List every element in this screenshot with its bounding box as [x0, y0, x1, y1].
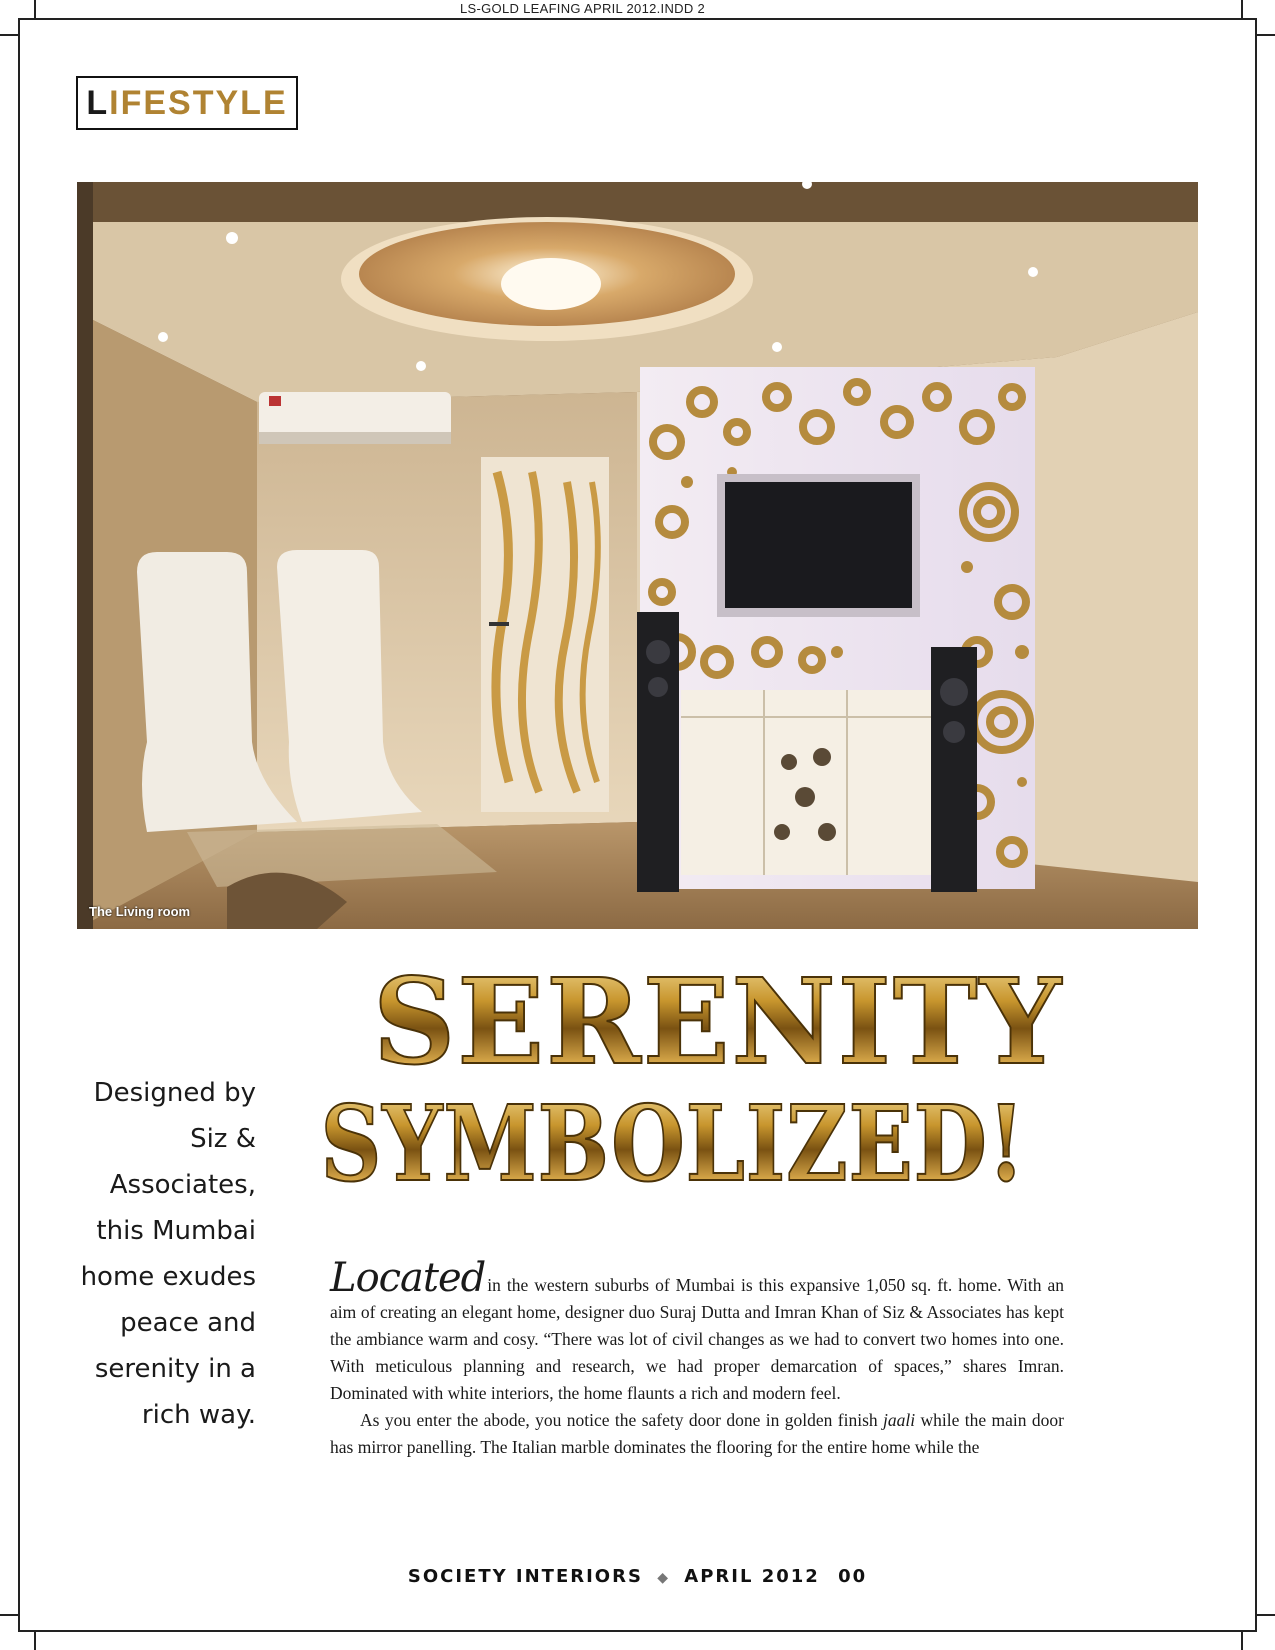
paragraph-text: in the western suburbs of Mumbai is this expansive 1,050 sq. ft. home. With an aim of creating an elegant home, designer duo Suraj Dutta and Imran Khan of Siz & Associates has kept the ambiance warm and cosy. “There was lot of civil changes as we had to convert two homes into one. With meticulous planning and research, we had proper demarcation of spaces,” shares Imran. Dominated with white interiors, the home flaunts a rich and modern feel. — [330, 1275, 1064, 1403]
crop-mark — [1241, 1632, 1243, 1650]
page-number: 00 — [838, 1566, 868, 1587]
section-label — [76, 76, 298, 130]
pull-quote: Designed by Siz & Associates, this Mumbai home exudes peace and serenity in a rich way. — [80, 1078, 256, 1430]
magazine-name: SOCIETY INTERIORS — [407, 1566, 643, 1587]
crop-mark — [1257, 34, 1275, 36]
crop-mark — [0, 34, 18, 36]
section-label-rest: IFESTYLE — [109, 83, 288, 122]
paragraph — [330, 1255, 1064, 1407]
crop-mark — [0, 1614, 18, 1616]
crop-mark — [34, 1632, 36, 1650]
headline — [318, 935, 1098, 1235]
headline-line1: SERENITY — [373, 952, 1063, 1091]
page-footer — [0, 1566, 1275, 1587]
file-slug: LS-GOLD LEAFING APRIL 2012.INDD 2 — [460, 1, 705, 16]
section-label-initial: L — [86, 83, 110, 122]
diamond-icon: ◆ — [657, 1570, 670, 1586]
issue-date: APRIL 2012 — [684, 1566, 820, 1587]
photo-caption: The Living room — [89, 904, 191, 919]
paragraph: As you enter the abode, you notice the safety door done in golden finish jaali while the main door has mirror panelling. The Italian marble dominates the flooring for the entire home while the — [330, 1410, 1064, 1457]
drop-word: Located — [330, 1255, 486, 1301]
crop-mark — [1257, 1614, 1275, 1616]
headline-line2: SYMBOLIZED! — [320, 1082, 1026, 1205]
living-room-photo — [77, 182, 1198, 929]
article-body — [330, 1255, 1064, 1461]
